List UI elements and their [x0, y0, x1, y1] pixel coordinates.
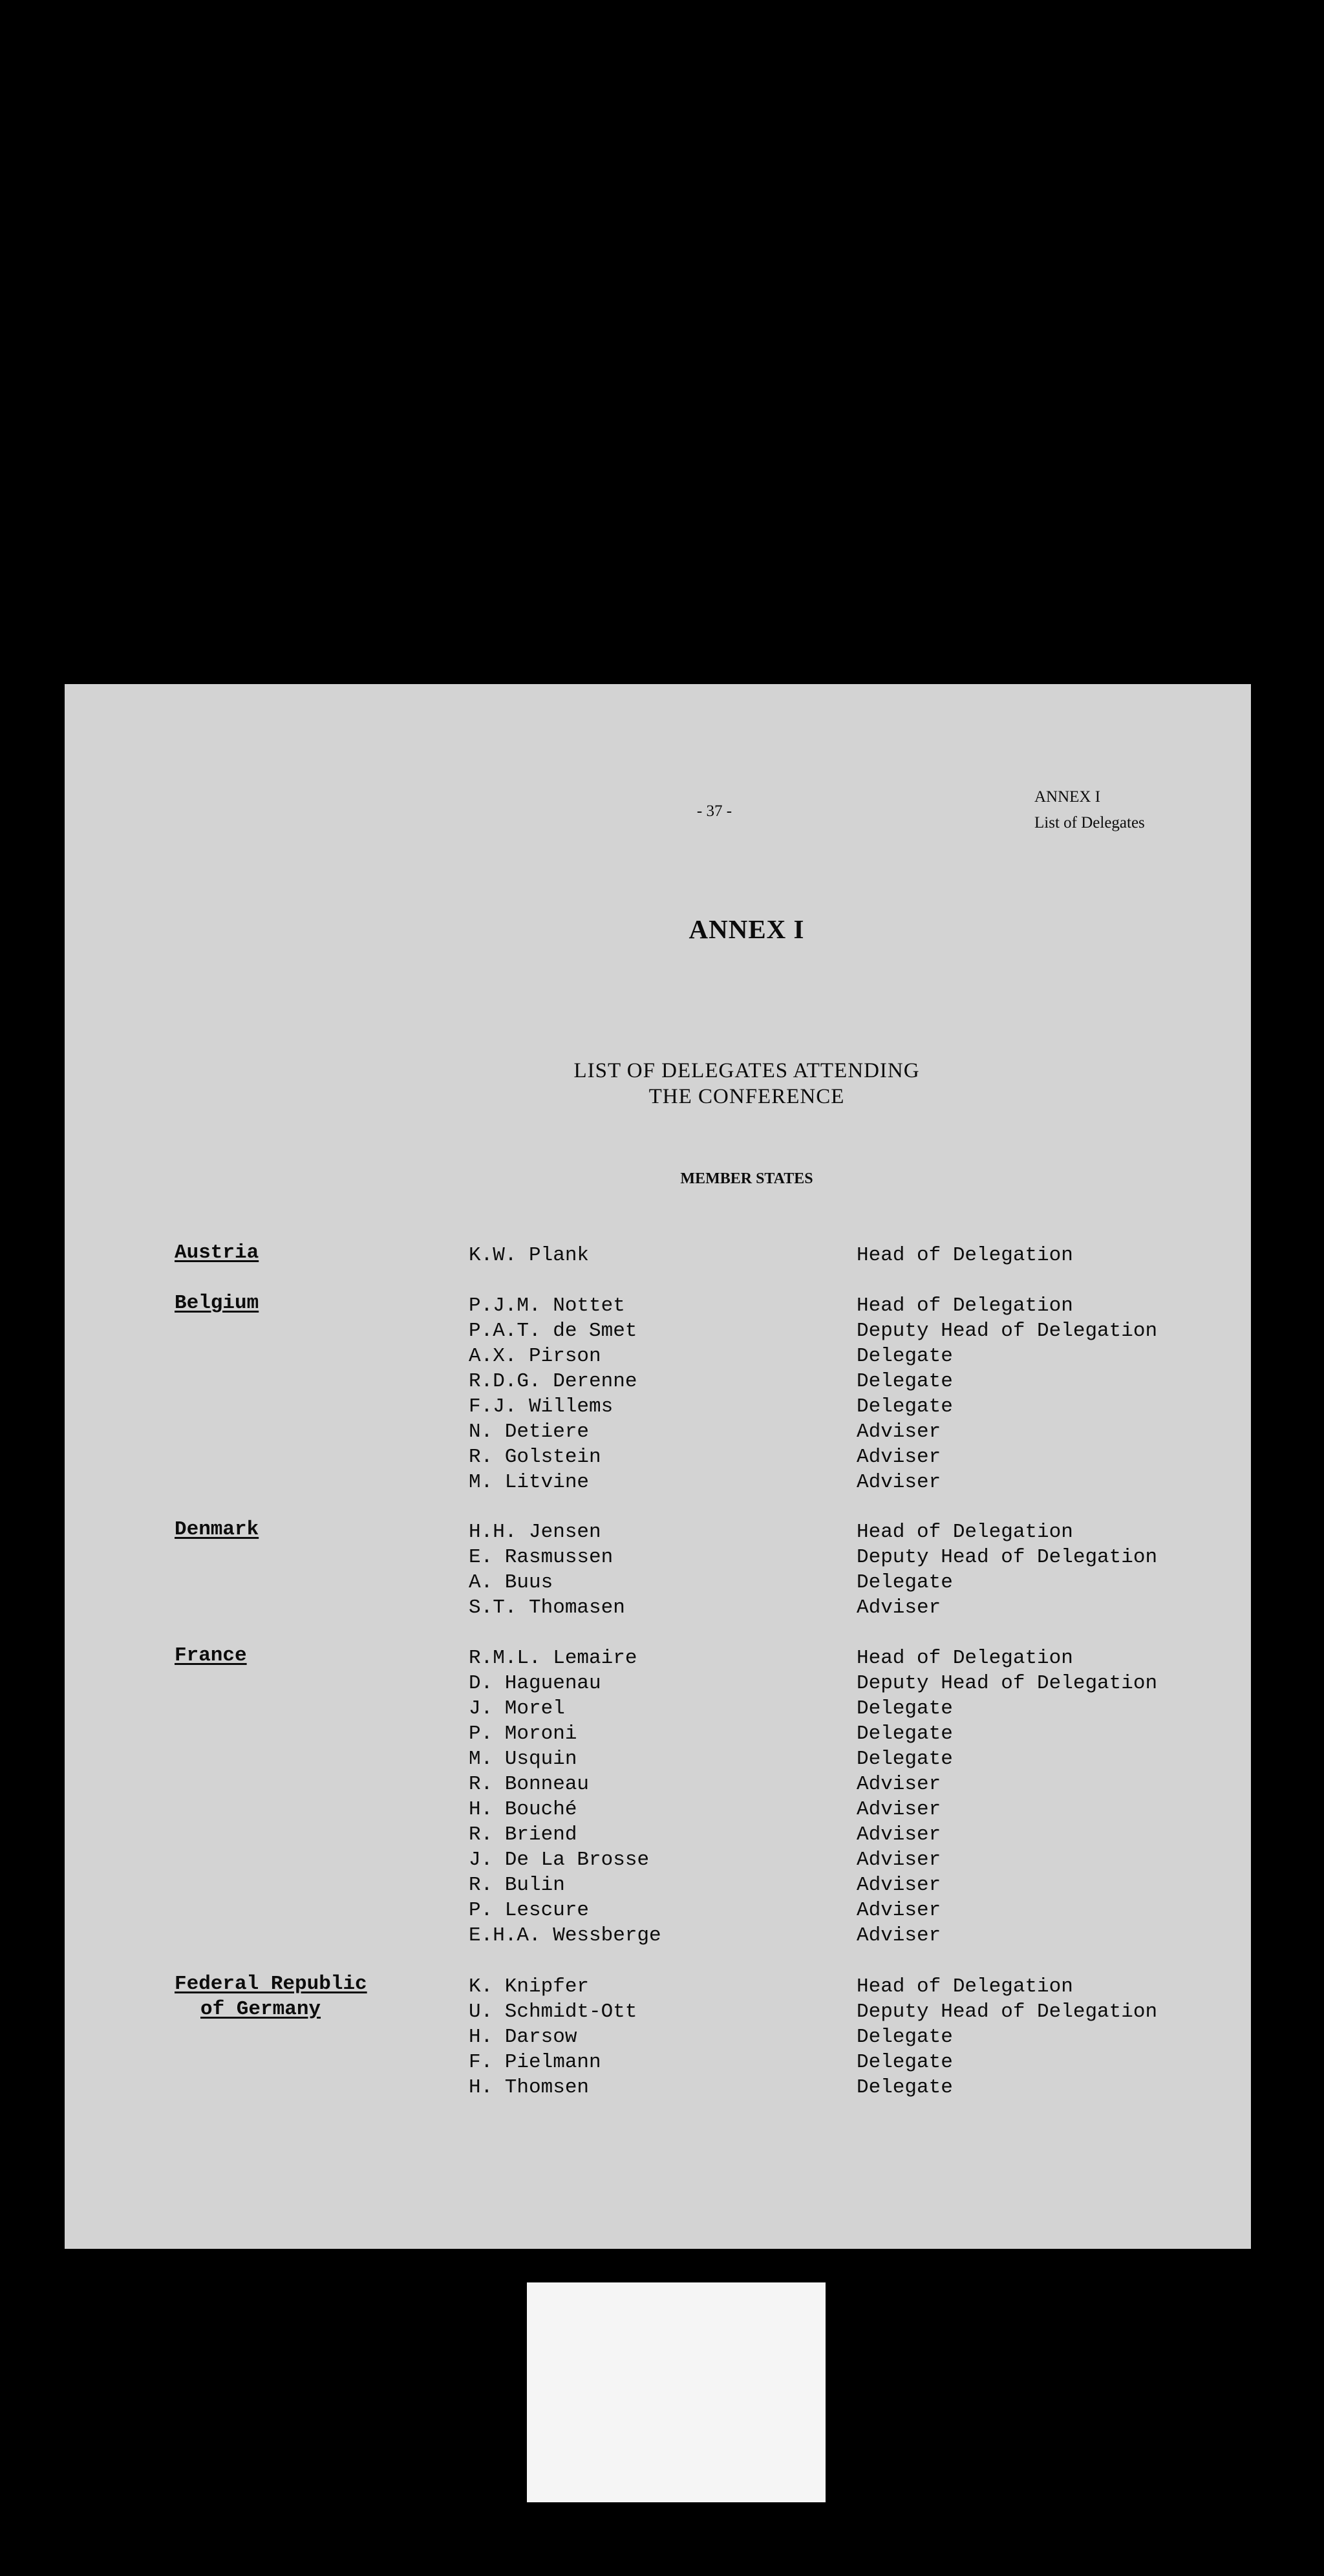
- delegate-row: [65, 1696, 1251, 1721]
- delegate-row: [65, 1545, 1251, 1570]
- delegate-row: [65, 1772, 1251, 1797]
- delegate-name: P.J.M. Nottet: [469, 1294, 625, 1317]
- delegate-row: [65, 1923, 1251, 1948]
- delegate-row: [65, 1898, 1251, 1923]
- delegate-role: Adviser: [857, 1823, 941, 1846]
- delegate-name: F. Pielmann: [469, 2051, 601, 2074]
- delegate-role: Adviser: [857, 1446, 941, 1468]
- delegate-name: E.H.A. Wessberge: [469, 1924, 661, 1947]
- section-title: MEMBER STATES: [680, 1170, 813, 1187]
- delegate-row: [65, 1746, 1251, 1772]
- delegate-name: N. Detiere: [469, 1421, 590, 1443]
- delegate-role: Delegate: [857, 1345, 953, 1368]
- delegate-row: [65, 1369, 1251, 1394]
- delegation-group: [65, 1974, 1251, 2100]
- delegate-role: Adviser: [857, 1849, 941, 1871]
- page-number: - 37 -: [696, 802, 732, 820]
- delegate-row: [65, 1646, 1251, 1671]
- delegate-row: [65, 1822, 1251, 1847]
- delegate-role: Delegate: [857, 1571, 953, 1594]
- delegate-row: [65, 1394, 1251, 1419]
- delegate-row: [65, 1974, 1251, 1999]
- delegate-row: [65, 1570, 1251, 1595]
- delegate-role: Adviser: [857, 1924, 941, 1947]
- delegate-row: [65, 1671, 1251, 1696]
- delegate-role: Delegate: [857, 2026, 953, 2048]
- country-name-line: of Germany: [200, 1998, 321, 2021]
- delegation-group: [65, 1243, 1251, 1268]
- delegate-row: [65, 1293, 1251, 1318]
- delegate-role: Delegate: [857, 1697, 953, 1720]
- delegate-role: Delegate: [857, 1748, 953, 1770]
- annex-reference-line: ANNEX I: [1034, 788, 1101, 806]
- delegate-role: Delegate: [857, 2076, 953, 2099]
- delegate-row: [65, 1847, 1251, 1873]
- delegate-name: D. Haguenau: [469, 1672, 601, 1695]
- delegate-name: J. De La Brosse: [469, 1849, 650, 1871]
- delegate-name: P.A.T. de Smet: [469, 1320, 637, 1342]
- delegate-name: K.W. Plank: [469, 1244, 590, 1267]
- delegate-role: Delegate: [857, 1370, 953, 1393]
- delegate-row: [65, 1999, 1251, 2024]
- delegate-row: [65, 1721, 1251, 1746]
- country-name-line: Austria: [175, 1241, 259, 1264]
- delegate-name: J. Morel: [469, 1697, 565, 1720]
- delegate-row: [65, 2024, 1251, 2050]
- delegate-role: Delegate: [857, 1395, 953, 1418]
- country-name-line: Belgium: [175, 1292, 259, 1315]
- delegate-role: Deputy Head of Delegation: [857, 1546, 1158, 1569]
- delegate-role: Adviser: [857, 1773, 941, 1796]
- delegate-role: Deputy Head of Delegation: [857, 2001, 1158, 2023]
- delegate-row: [65, 1444, 1251, 1470]
- annex-reference-subline: List of Delegates: [1034, 814, 1145, 832]
- delegate-row: [65, 1318, 1251, 1344]
- delegate-role: Deputy Head of Delegation: [857, 1672, 1158, 1695]
- delegate-role: Head of Delegation: [857, 1521, 1073, 1543]
- delegate-row: [65, 1519, 1251, 1545]
- delegate-name: H. Bouché: [469, 1798, 577, 1821]
- delegate-row: [65, 1470, 1251, 1495]
- delegate-row: [65, 1797, 1251, 1822]
- list-title-line-2: THE CONFERENCE: [648, 1085, 845, 1108]
- document-page: [65, 684, 1251, 2249]
- delegate-role: Head of Delegation: [857, 1244, 1073, 1267]
- delegate-role: Head of Delegation: [857, 1294, 1073, 1317]
- delegate-name: R.M.L. Lemaire: [469, 1647, 637, 1669]
- delegate-name: A.X. Pirson: [469, 1345, 601, 1368]
- delegate-name: A. Buus: [469, 1571, 553, 1594]
- delegate-name: K. Knipfer: [469, 1975, 590, 1998]
- delegate-role: Deputy Head of Delegation: [857, 1320, 1158, 1342]
- delegate-name: S.T. Thomasen: [469, 1596, 625, 1619]
- delegate-role: Delegate: [857, 1723, 953, 1745]
- delegate-role: Adviser: [857, 1798, 941, 1821]
- delegate-row: [65, 1873, 1251, 1898]
- country-name-line: Denmark: [175, 1518, 259, 1541]
- delegate-name: M. Litvine: [469, 1471, 590, 1494]
- country-name-line: Federal Republic: [175, 1973, 367, 1995]
- list-title-line-1: LIST OF DELEGATES ATTENDING: [573, 1059, 920, 1082]
- country-name-line: France: [175, 1644, 247, 1667]
- delegate-role: Adviser: [857, 1874, 941, 1896]
- delegate-role: Head of Delegation: [857, 1647, 1073, 1669]
- delegate-name: R. Golstein: [469, 1446, 601, 1468]
- delegate-name: P. Moroni: [469, 1723, 577, 1745]
- delegate-role: Adviser: [857, 1899, 941, 1922]
- delegate-row: [65, 2050, 1251, 2075]
- delegate-name: M. Usquin: [469, 1748, 577, 1770]
- delegate-name: R. Bonneau: [469, 1773, 590, 1796]
- delegation-group: [65, 1519, 1251, 1620]
- delegate-row: [65, 1344, 1251, 1369]
- photo-card: [527, 2282, 826, 2502]
- delegate-name: H. Darsow: [469, 2026, 577, 2048]
- delegation-group: [65, 1646, 1251, 1948]
- delegate-name: H. Thomsen: [469, 2076, 590, 2099]
- delegate-role: Head of Delegation: [857, 1975, 1073, 1998]
- delegate-name: U. Schmidt-Ott: [469, 2001, 637, 2023]
- delegate-row: [65, 1419, 1251, 1444]
- annex-title: ANNEX I: [689, 914, 805, 944]
- delegate-name: E. Rasmussen: [469, 1546, 614, 1569]
- delegate-role: Adviser: [857, 1421, 941, 1443]
- delegate-name: P. Lescure: [469, 1899, 590, 1922]
- delegate-name: F.J. Willems: [469, 1395, 614, 1418]
- delegate-list: [65, 684, 1251, 2249]
- delegate-row: [65, 1243, 1251, 1268]
- delegate-role: Delegate: [857, 2051, 953, 2074]
- delegate-row: [65, 1595, 1251, 1620]
- delegation-group: [65, 1293, 1251, 1495]
- delegate-name: H.H. Jensen: [469, 1521, 601, 1543]
- delegate-row: [65, 2075, 1251, 2100]
- delegate-role: Adviser: [857, 1471, 941, 1494]
- delegate-name: R.D.G. Derenne: [469, 1370, 637, 1393]
- delegate-role: Adviser: [857, 1596, 941, 1619]
- delegate-name: R. Briend: [469, 1823, 577, 1846]
- delegate-name: R. Bulin: [469, 1874, 565, 1896]
